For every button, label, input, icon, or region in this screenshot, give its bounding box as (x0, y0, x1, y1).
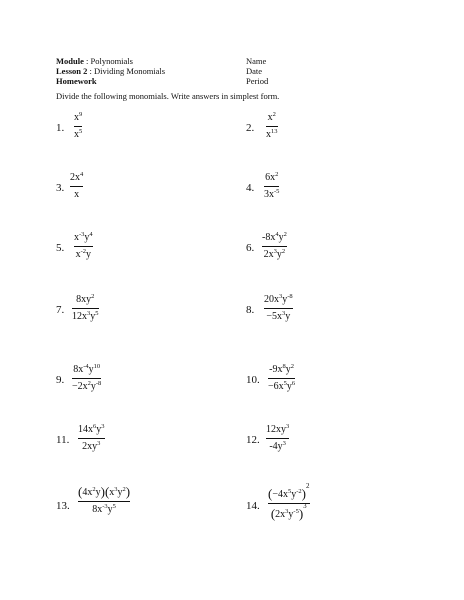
denominator: $8x^{-3}y^5$ (92, 503, 116, 515)
period-field: Period (246, 76, 269, 86)
fraction (78, 486, 130, 515)
problem-number: 11. (56, 434, 70, 446)
instructions: Divide the following monomials. Write answers in simplest form. (56, 91, 280, 101)
numerator: $x^{-3}y^4$ (74, 231, 93, 243)
numerator: $14x^6y^3$ (78, 423, 105, 435)
fraction-bar (264, 186, 279, 187)
fraction (72, 364, 101, 392)
module-value: : Polynomials (86, 56, 133, 66)
problem-number: 8. (246, 304, 255, 316)
denominator: $x^5$ (74, 128, 83, 140)
fraction (70, 172, 83, 200)
name-field: Name (246, 56, 267, 66)
numerator: $(4x^2y)(x^3y^2)$ (78, 484, 131, 499)
problem-number: 9. (56, 374, 65, 386)
fraction (264, 172, 279, 200)
denominator: $x^{-2}y$ (75, 248, 92, 260)
fraction (266, 424, 289, 452)
fraction-bar (74, 246, 93, 247)
header-right (246, 56, 268, 86)
problem-number: 14. (246, 500, 260, 512)
denominator: $x^{13}$ (266, 128, 278, 140)
denominator: $-2x^2y^{-8}$ (72, 380, 102, 392)
numerator: $x^2$ (267, 111, 276, 123)
fraction-bar (266, 126, 278, 127)
fraction (262, 232, 287, 260)
fraction-bar (72, 378, 101, 379)
numerator: $20x^3y^{-8}$ (264, 293, 293, 305)
problem-number: 12. (246, 434, 260, 446)
problem-number: 6. (246, 242, 255, 254)
numerator: $(-4x^5y^{-2})^2$ (268, 482, 310, 501)
fraction-bar (268, 378, 295, 379)
problem-number: 10. (246, 374, 260, 386)
problem-number: 5. (56, 242, 65, 254)
numerator: $6x^2$ (265, 171, 279, 183)
fraction-bar (78, 438, 105, 439)
numerator: $x^9$ (74, 111, 83, 123)
fraction-bar (266, 438, 289, 439)
numerator: $2x^4$ (70, 171, 84, 183)
fraction (78, 424, 105, 452)
problem-number: 13. (56, 500, 70, 512)
date-field: Date (246, 66, 263, 76)
fraction-bar (262, 246, 287, 247)
denominator: $(2x^3y^{-5})^3$ (270, 502, 307, 521)
denominator: $-4y^3$ (269, 440, 286, 452)
numerator: $-9x^8y^2$ (269, 363, 294, 375)
fraction-bar (74, 126, 82, 127)
fraction-bar (70, 186, 83, 187)
problem-number: 2. (246, 122, 255, 134)
problem-number: 7. (56, 304, 65, 316)
numerator: $8xy^2$ (76, 293, 95, 305)
fraction-bar (72, 308, 99, 309)
lesson-label: Lesson 2 (56, 66, 88, 76)
problem-number: 4. (246, 182, 255, 194)
denominator: $2xy^3$ (82, 440, 101, 452)
problem-number: 3. (56, 182, 65, 194)
fraction (266, 112, 278, 140)
numerator: $8x^{-4}y^{10}$ (73, 363, 101, 375)
fraction-bar (264, 308, 293, 309)
header-left (56, 56, 165, 86)
denominator: $-6x^5y^6$ (268, 380, 296, 392)
numerator: $-8x^4y^2$ (262, 231, 287, 243)
homework-label: Homework (56, 76, 97, 86)
fraction (74, 232, 93, 260)
numerator: $12xy^3$ (266, 423, 290, 435)
denominator: $12x^3y^5$ (72, 310, 99, 322)
fraction (74, 112, 82, 140)
fraction (72, 294, 99, 322)
denominator: $-5x^3y$ (266, 310, 291, 322)
module-label: Module (56, 56, 84, 66)
fraction (268, 482, 310, 521)
lesson-value: : Dividing Monomials (89, 66, 166, 76)
denominator: $2x^3y^2$ (263, 248, 286, 260)
fraction (264, 294, 293, 322)
problem-number: 1. (56, 122, 65, 134)
fraction-bar (78, 501, 130, 502)
denominator: x (74, 189, 80, 200)
fraction (268, 364, 295, 392)
denominator: $3x^{-5}$ (264, 188, 280, 200)
